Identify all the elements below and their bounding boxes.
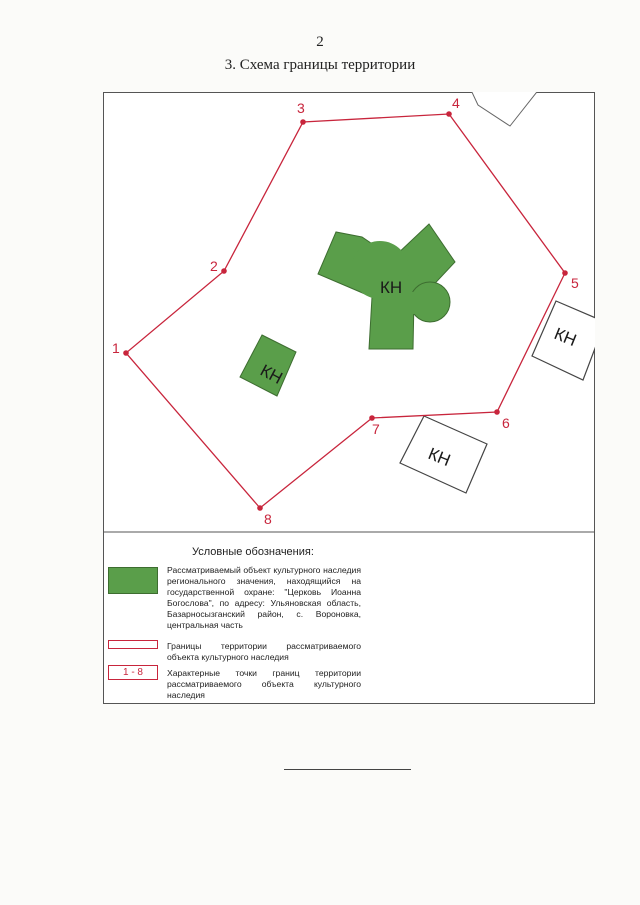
footer-rule bbox=[284, 769, 411, 770]
object-label-bottom: КН bbox=[425, 444, 454, 471]
vertex-label-5: 5 bbox=[571, 275, 579, 291]
vertex-label-2: 2 bbox=[210, 258, 218, 274]
legend-symbol-points: 1 - 8 bbox=[108, 665, 158, 680]
vertex-5 bbox=[562, 270, 568, 276]
document-title: 3. Схема границы территории bbox=[224, 57, 416, 73]
vertex-label-7: 7 bbox=[372, 421, 380, 437]
object-label-small: КН bbox=[257, 360, 286, 388]
vertex-7 bbox=[369, 415, 375, 421]
vertex-1 bbox=[123, 350, 129, 356]
vertex-3 bbox=[300, 119, 306, 125]
vertex-4 bbox=[446, 111, 452, 117]
legend-text-boundary: Границы территории рассматриваемого объекта культурного наследия bbox=[167, 641, 361, 662]
vertex-label-6: 6 bbox=[502, 415, 510, 431]
legend-symbol-heritage bbox=[108, 567, 158, 594]
vertex-label-3: 3 bbox=[297, 100, 305, 116]
page-number: 2 bbox=[316, 34, 324, 50]
neighbor-building-top bbox=[470, 88, 540, 126]
legend-text-points: Характерные точки границ территории рассматриваемого объекта культурного наследия bbox=[167, 668, 361, 700]
object-label-right: КН bbox=[551, 324, 580, 351]
vertex-8 bbox=[257, 505, 263, 511]
vertex-label-1: 1 bbox=[112, 340, 120, 356]
vertex-label-4: 4 bbox=[452, 95, 460, 111]
legend-symbol-boundary bbox=[108, 640, 158, 649]
legend-title: Условные обозначения: bbox=[192, 546, 314, 558]
vertex-6 bbox=[494, 409, 500, 415]
object-label-church: КН bbox=[380, 278, 403, 297]
legend-text-heritage: Рассматриваемый объект культурного наследия регионального значения, находящийся на государственной охране: "Церковь Иоанна Богослова", по адресу: Ульяновская область, Базарносызганский район, с. Вороновка, центральная часть bbox=[167, 565, 361, 630]
boundary-vertices bbox=[123, 111, 568, 511]
vertex-label-8: 8 bbox=[264, 511, 272, 527]
vertex-2 bbox=[221, 268, 227, 274]
territory-boundary bbox=[126, 114, 565, 508]
